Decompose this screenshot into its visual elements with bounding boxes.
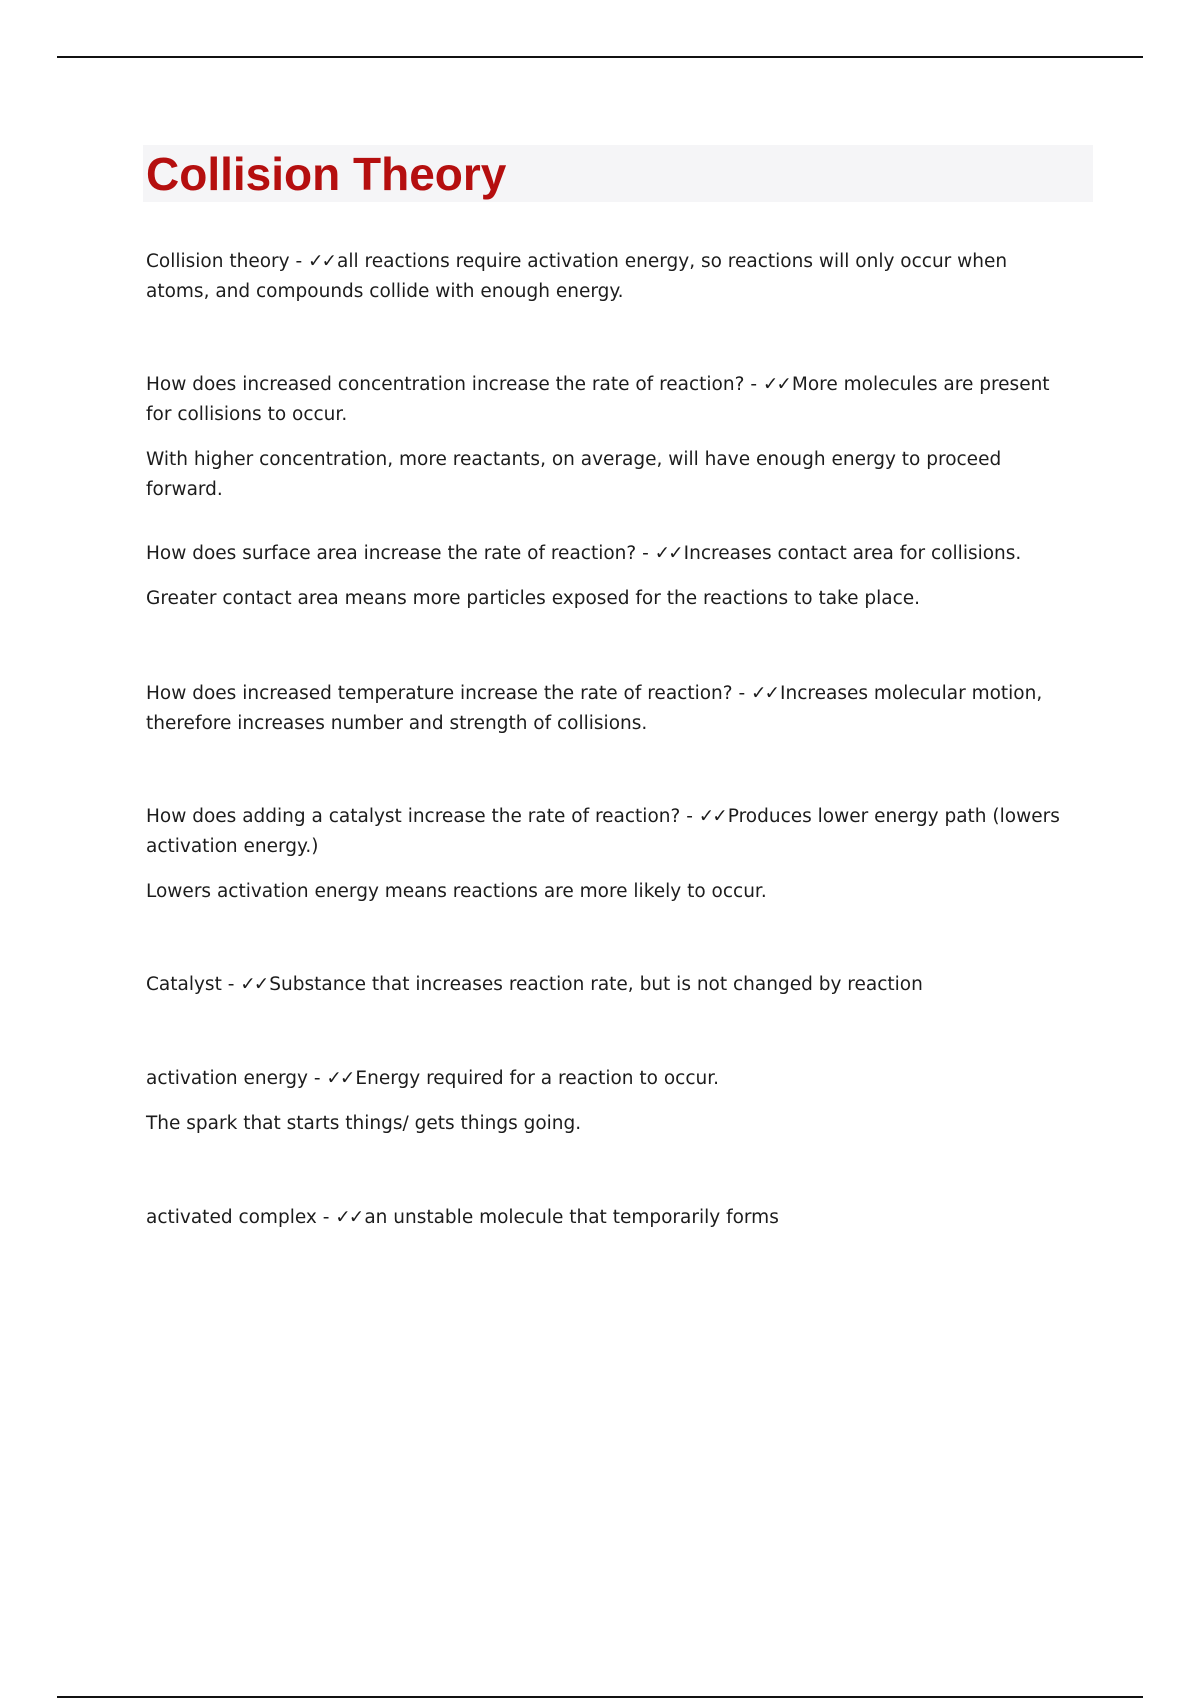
qa-main-line <box>146 370 1076 430</box>
qa-separator: - <box>732 683 752 704</box>
double-check-icon: ✓✓ <box>240 974 268 995</box>
qa-main-line <box>146 1064 1076 1094</box>
qa-main-line <box>146 247 1076 307</box>
qa-entry-surface-area <box>146 539 1076 614</box>
qa-entry-activation-energy <box>146 1064 1076 1139</box>
top-rule <box>57 56 1143 58</box>
qa-main-line <box>146 970 1076 1000</box>
qa-entry-temperature <box>146 679 1076 739</box>
qa-term: activated complex <box>146 1207 317 1228</box>
qa-answer: Increases contact area for collisions. <box>683 543 1022 564</box>
qa-term: How does increased temperature increase the rate of reaction? <box>146 683 733 704</box>
qa-entry-collision-theory <box>146 247 1076 307</box>
qa-term: Catalyst <box>146 974 222 995</box>
qa-entry-catalyst <box>146 970 1076 1000</box>
qa-term: How does surface area increase the rate of reaction? <box>146 543 637 564</box>
double-check-icon: ✓✓ <box>326 1068 354 1089</box>
qa-extra-note: Greater contact area means more particles exposed for the reactions to take place. <box>146 588 921 609</box>
qa-main-line <box>146 539 1076 569</box>
page-title: Collision Theory <box>146 148 507 200</box>
double-check-icon: ✓✓ <box>308 251 336 272</box>
qa-separator: - <box>680 806 699 827</box>
bottom-rule <box>57 1696 1143 1698</box>
qa-term: How does adding a catalyst increase the rate of reaction? <box>146 806 681 827</box>
qa-extra-note: With higher concentration, more reactants, on average, will have enough energy to proceed forward. <box>146 449 1002 500</box>
qa-separator: - <box>307 1068 327 1089</box>
qa-term: How does increased concentration increase the rate of reaction? <box>146 374 745 395</box>
qa-entry-catalyst-rate <box>146 802 1076 907</box>
qa-separator: - <box>744 374 763 395</box>
qa-extra-note: Lowers activation energy means reactions are more likely to occur. <box>146 881 767 902</box>
qa-answer: More molecules are present for collisions to occur. <box>146 374 1050 425</box>
qa-separator: - <box>316 1207 336 1228</box>
qa-separator: - <box>221 974 241 995</box>
double-check-icon: ✓✓ <box>698 806 726 827</box>
qa-separator: - <box>636 543 655 564</box>
qa-answer: an unstable molecule that temporarily forms <box>364 1207 779 1228</box>
qa-answer: all reactions require activation energy, so reactions will only occur when atoms, and compounds collide with enough energy. <box>146 251 1008 302</box>
double-check-icon: ✓✓ <box>654 543 682 564</box>
qa-answer: Substance that increases reaction rate, but is not changed by reaction <box>269 974 923 995</box>
qa-main-line <box>146 802 1076 862</box>
qa-entry-activated-complex <box>146 1203 1076 1233</box>
qa-term: Collision theory <box>146 251 290 272</box>
qa-answer: Energy required for a reaction to occur. <box>355 1068 720 1089</box>
qa-term: activation energy <box>146 1068 308 1089</box>
double-check-icon: ✓✓ <box>762 374 790 395</box>
qa-answer: Produces lower energy path (lowers activation energy.) <box>146 806 1060 857</box>
double-check-icon: ✓✓ <box>751 683 779 704</box>
double-check-icon: ✓✓ <box>335 1207 363 1228</box>
qa-main-line <box>146 679 1076 739</box>
qa-answer: Increases molecular motion, therefore increases number and strength of collisions. <box>146 683 1043 734</box>
qa-main-line <box>146 1203 1076 1233</box>
qa-separator: - <box>289 251 309 272</box>
qa-entry-concentration <box>146 370 1076 505</box>
qa-extra-note: The spark that starts things/ gets things going. <box>146 1113 582 1134</box>
